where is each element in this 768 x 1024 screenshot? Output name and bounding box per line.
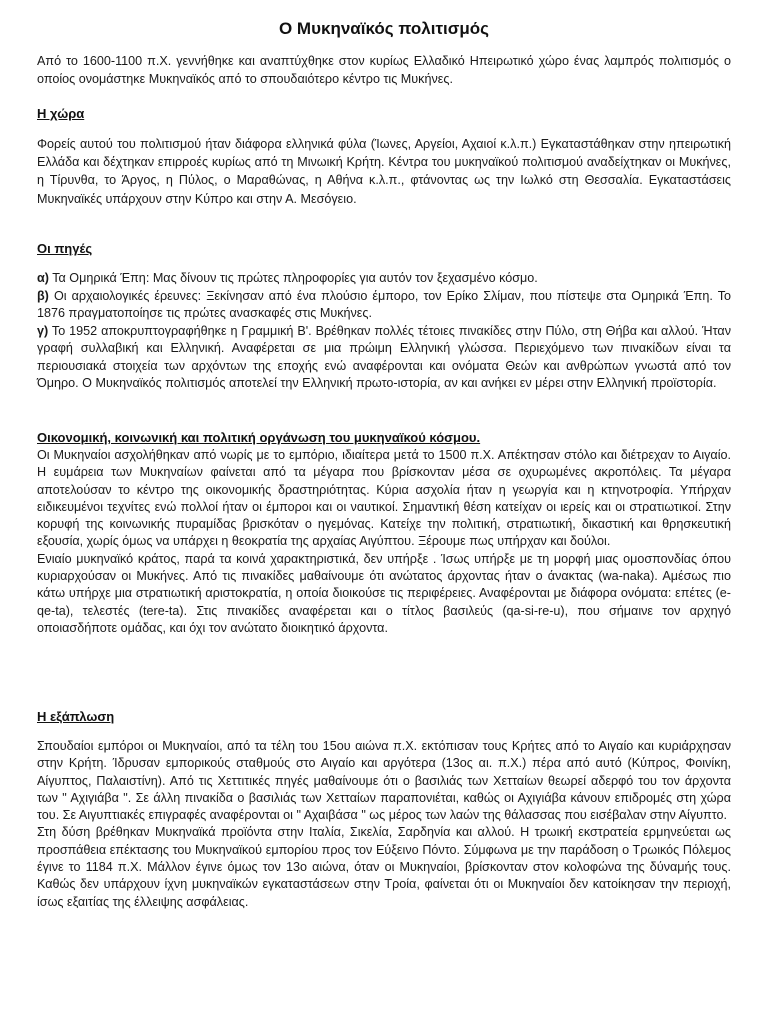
source-label: β): [37, 288, 49, 303]
exaplosi-paragraph-2: Στη δύση βρέθηκαν Μυκηναϊκά προϊόντα στην Ιταλία, Σικελία, Σαρδηνία και αλλού. Η τρωική εκστρατεία ερμηνεύεται ως προσπάθεια επέκτασης του Μυκηναϊκού εμπορίου προς τον Εύξεινο Πόντο. Σύμφωνα με την παράδοση ο Τρωικός Πόλεμος έγινε το 1184 π.Χ. Μάλλον έγινε όμως τον 13ο αιώνα, όταν οι Μυκηναίοι, βρίσκονταν στον κολοφώνα της δύναμής τους. Καθώς δεν υπάρχουν ίχνη μυκηναϊκών εγκαταστάσεων στην Τροία, φαίνεται ότι οι Μυκηναίοι δεν κατοίκησαν την περιοχή, ίσως εξαιτίας της έλλειψης ασφάλειας.: [37, 825, 731, 909]
sources-list: [37, 270, 731, 393]
section-heading-xora: Η χώρα: [37, 106, 85, 121]
source-text: Το 1952 αποκρυπτογραφήθηκε η Γραμμική Β'. Βρέθηκαν πολλές τέτοιες πινακίδες στην Πύλο, στη Θήβα και αλλού. Ήταν γραφή συλλαβική και Ελληνική. Αναφέρεται σε μια πρώιμη Ελληνική γλώσσα. Περιεχόμενο των πινακίδων είναι τα περιουσιακά στοιχεία των αρχόντων της εποχής ενώ αναφέρονται και ονόματα Θεών και ανθρώπων γνωστά από τον Όμηρο. Ο Μυκηναϊκός πολιτισμός αποτελεί την Ελληνική πρωτο-ιστορία, αν και ανήκει εν μέρει στην Ελληνική προϊστορία.: [37, 323, 731, 390]
source-item-c: [37, 323, 731, 393]
section-text-exaplosi: [37, 738, 731, 911]
section-text-oikonomia: [37, 447, 731, 637]
oikonomia-paragraph-1: Οι Μυκηναίοι ασχολήθηκαν από νωρίς με το εμπόριο, ιδιαίτερα μετά το 1500 π.Χ. Απέκτησαν στόλο και διέτρεχαν το Αιγαίο. Η ευμάρεια των Μυκηναίων φαίνεται από τα μέγαρα που βρίσκονταν μέσα σε οχυρωμένες ακροπόλεις. Τα μέγαρα αποτελούσαν το κέντρο της οικονομικής δραστηριότητας. Κύρια ασχολία ήταν η γεωργία και η κτηνοτροφία. Υπήρχαν ειδικευμένοι τεχνίτες ενώ πολλοί ήταν οι έμποροι και οι ναυτικοί. Σημαντική θέση κατείχαν οι ιερείς και οι στρατιωτικοί. Στην κορυφή της κοινωνικής πυραμίδας βρισκόταν ο ηγεμόνας. Κατείχε την πολιτική, στρατιωτική, δικαστική και θρησκευτική εξουσία, χωρίς όμως να υπάρχει η θεοκρατία της αρχαίας Αιγύπτου. Ξέρουμε πως υπήρχαν και δούλοι.: [37, 448, 731, 549]
source-item-b: [37, 288, 731, 323]
page-title: Ο Μυκηναϊκός πολιτισμός: [278, 19, 490, 38]
section-heading-oikonomia: Οικονομική, κοινωνική και πολιτική οργάνωση του μυκηναϊκού κόσμου.: [37, 430, 481, 445]
section-heading-exaplosi: Η εξάπλωση: [37, 709, 115, 724]
source-item-a: [37, 270, 731, 288]
source-label: α): [37, 271, 49, 285]
section-text-xora: Φορείς αυτού του πολιτισμού ήταν διάφορα ελληνικά φύλα (Ίωνες, Αργείοι, Αχαιοί κ.λ.π.) Εγκαταστάθηκαν στην ηπειρωτική Ελλάδα και δέχτηκαν επιρροές κυρίως από τη Μινωική Κρήτη. Κέντρα του μυκηναϊκού πολιτισμού αναδείχτηκαν οι Μυκήνες, η Τίρυνθα, το Άργος, η Πύλος, ο Μαραθώνας, η Αθήνα κ.λ.π., φτάνοντας ως την Ιωλκό στη Θεσσαλία. Εγκαταστάσεις Μυκηναϊκές υπάρχουν στην Κύπρο και στην Α. Μεσόγειο.: [37, 137, 731, 206]
section-heading-piges: Οι πηγές: [37, 241, 93, 256]
exaplosi-paragraph-1: Σπουδαίοι εμπόροι οι Μυκηναίοι, από τα τέλη του 15ου αιώνα π.Χ. εκτόπισαν τους Κρήτες από το Αιγαίο και κυριάρχησαν στην Κρήτη. Ίδρυσαν εμπορικούς σταθμούς στο Αιγαίο και αργότερα (13ος αι. π.Χ.) πέρα από αυτό (Κύπρος, Φοινίκη, Αίγυπτος, Παλαιστίνη). Από τις Χεττιτικές πηγές μαθαίνουμε ότι ο βασιλιάς των Χετταίων θεωρεί αδερφό του τον άρχοντα των " Αχιγιάβα ". Σε άλλη πινακίδα ο βασιλιάς των Χετταίων παραπονιέται, καθώς οι Αχιγιάβα κάνουν επιδρομές στη χώρα του. Σε Αιγυπτιακές επιγραφές αναφέρονται οι " Αχαιβάσα " ως μέρος των λαών της θάλασσας που εισέβαλαν στην Αίγυπτο.: [37, 739, 731, 823]
intro-paragraph: Από το 1600-1100 π.Χ. γεννήθηκε και αναπτύχθηκε στον κυρίως Ελλαδικό Ηπειρωτικό χώρο ένας λαμπρός πολιτισμός ο οποίος ονομάστηκε Μυκηναϊκός από το σπουδαιότερο κέντρο τις Μυκήνες.: [37, 54, 731, 86]
source-text: Τα Ομηρικά Έπη: Μας δίνουν τις πρώτες πληροφορίες για αυτόν τον ξεχασμένο κόσμο.: [52, 271, 538, 285]
oikonomia-paragraph-2: Ενιαίο μυκηναϊκό κράτος, παρά τα κοινά χαρακτηριστικά, δεν υπήρξε . Ίσως υπήρξε με τη μορφή μιας ομοσπονδίας όπου κυριαρχούσαν οι Μυκήνες. Από τις πινακίδες μαθαίνουμε ότι ανώτατος άρχοντας ήταν ο άνακτας (wa-naka). Αμέσως πιο κάτω υπήρχε μια στρατιωτική αριστοκρατία, η οποία διοικούσε τις περιφέρειες. Αναφέρονται με διάφορα ονόματα: επέτες (e-qe-ta), τελεστές (tere-ta). Στις πινακίδες αναφέρεται και ο τίτλος βασιλεύς (qa-si-re-u), που σήμαινε τον αρχηγό οποιασδήποτε ομάδας, και όχι τον ανώτατο διοικητικό άρχοντα.: [37, 551, 731, 635]
source-text: Οι αρχαιολογικές έρευνες: Ξεκίνησαν από ένα πλούσιο έμπορο, τον Ερίκο Σλίμαν, που πίστεψε στα Ομηρικά Έπη. Το 1876 πραγματοποίησε τις πρώτες ανασκαφές στις Μυκήνες.: [37, 288, 732, 320]
source-label: γ): [37, 323, 49, 338]
